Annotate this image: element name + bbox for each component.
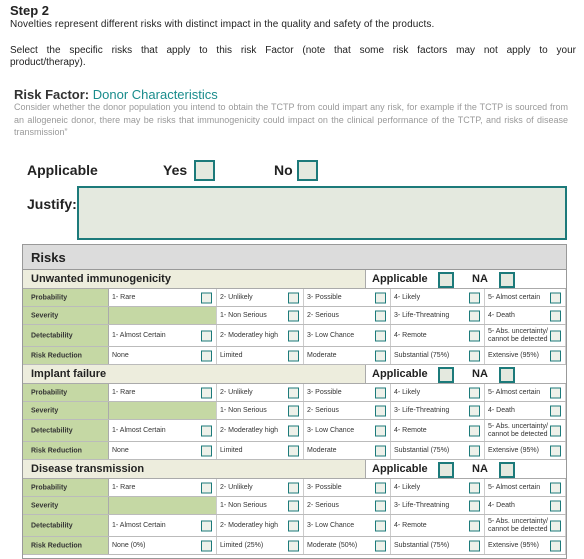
risk-option-cell	[304, 515, 391, 536]
risk-option-label: 1- Non Serious	[220, 311, 267, 319]
risk-option-checkbox[interactable]	[201, 387, 212, 398]
risk-option-checkbox[interactable]	[375, 387, 386, 398]
risk-option-cell	[217, 479, 304, 496]
section-na-label: NA	[472, 463, 488, 475]
risk-option-cell	[391, 402, 485, 419]
risk-option-checkbox[interactable]	[201, 425, 212, 436]
risk-option-checkbox[interactable]	[201, 540, 212, 551]
risk-option-label: 2- Moderatley high	[220, 521, 278, 529]
risk-option-checkbox[interactable]	[550, 405, 561, 416]
justify-label: Justify:	[27, 196, 77, 212]
risk-section-options	[366, 365, 566, 384]
risk-option-cell	[485, 497, 566, 514]
risk-row-label: Probability	[31, 389, 68, 396]
risk-row-label: Detectability	[31, 522, 73, 529]
risk-option-checkbox[interactable]	[550, 310, 561, 321]
risk-row	[23, 515, 566, 537]
risk-option-label: 4- Likely	[394, 388, 421, 396]
section-applicable-label: Applicable	[372, 273, 428, 285]
risk-option-label: 3- Low Chance	[307, 521, 355, 529]
risk-option-cell	[304, 402, 391, 419]
risk-section-title-cell	[23, 270, 366, 289]
risk-option-cell	[109, 347, 217, 364]
risk-option-cell	[304, 420, 391, 441]
risk-option-checkbox[interactable]	[550, 482, 561, 493]
risk-section-header	[23, 270, 566, 289]
risk-option-checkbox[interactable]	[550, 445, 561, 456]
risk-option-checkbox[interactable]	[550, 500, 561, 511]
risk-option-cell	[109, 479, 217, 496]
risk-row-label: Risk Reduction	[31, 352, 82, 359]
section-na-label: NA	[472, 368, 488, 380]
risk-option-label: 3- Possible	[307, 293, 342, 301]
risk-option-label: 2- Serious	[307, 311, 339, 319]
risk-option-checkbox[interactable]	[375, 292, 386, 303]
risk-option-label: 2- Unlikely	[220, 388, 253, 396]
risk-option-cell	[109, 497, 217, 514]
risk-option-label: 5- Abs. uncertainty/ cannot be detected	[488, 422, 548, 438]
risk-section-header	[23, 365, 566, 384]
step-instruction-line2: product/therapy).	[10, 57, 86, 68]
risk-row	[23, 442, 566, 460]
risk-option-checkbox[interactable]	[201, 350, 212, 361]
risk-option-checkbox[interactable]	[288, 540, 299, 551]
risk-section-header	[23, 460, 566, 479]
risk-option-cell	[485, 420, 566, 441]
risk-option-label: 4- Remote	[394, 426, 427, 434]
risk-option-cell	[391, 479, 485, 496]
risk-row-label: Detectability	[31, 332, 73, 339]
risk-option-label: Limited	[220, 351, 243, 359]
risk-option-label: Extensive (95%)	[488, 351, 539, 359]
risk-section-title: Disease transmission	[31, 463, 145, 475]
risk-option-cell	[391, 442, 485, 459]
section-applicable-label: Applicable	[372, 463, 428, 475]
risk-option-checkbox[interactable]	[375, 330, 386, 341]
risk-option-cell	[485, 537, 566, 554]
risk-option-checkbox[interactable]	[201, 445, 212, 456]
risk-option-checkbox[interactable]	[288, 445, 299, 456]
risk-option-label: 5- Abs. uncertainty/ cannot be detected	[488, 517, 548, 533]
risk-option-cell	[391, 497, 485, 514]
risk-section-title: Implant failure	[31, 368, 107, 380]
risk-option-cell	[217, 384, 304, 401]
yes-checkbox[interactable]	[194, 160, 215, 181]
risk-option-label: Extensive (95%)	[488, 446, 539, 454]
risk-section-options	[366, 460, 566, 479]
risk-option-cell	[109, 402, 217, 419]
risk-option-checkbox[interactable]	[375, 350, 386, 361]
risk-option-cell	[109, 515, 217, 536]
risk-option-cell	[217, 420, 304, 441]
section-na-checkbox[interactable]	[499, 367, 515, 383]
risk-option-cell	[109, 384, 217, 401]
step-intro: Novelties represent different risks with distinct impact in the quality and safety of the products.	[10, 19, 435, 30]
risk-section-title: Unwanted immunogenicity	[31, 273, 171, 285]
risk-option-checkbox[interactable]	[288, 500, 299, 511]
risk-row-label-cell	[23, 347, 109, 364]
risk-row	[23, 497, 566, 515]
risk-option-checkbox[interactable]	[469, 310, 480, 321]
risk-row	[23, 347, 566, 365]
risk-row	[23, 479, 566, 497]
risk-row	[23, 307, 566, 325]
risk-option-checkbox[interactable]	[375, 425, 386, 436]
section-na-checkbox[interactable]	[499, 462, 515, 478]
risk-option-cell	[485, 515, 566, 536]
risks-table	[22, 244, 567, 559]
risk-option-cell	[485, 384, 566, 401]
risk-option-cell	[217, 442, 304, 459]
risk-option-cell	[109, 442, 217, 459]
risk-option-checkbox[interactable]	[469, 425, 480, 436]
risk-factor-description: Consider whether the donor population you intend to obtain the TCTP from could impart any risk, for example if the TCTP is sourced from an allogeneic donor, there may be risks that immunogenicity could impact on the clinical performance of the TCTP, and risks of disease transmission”	[14, 102, 568, 137]
risk-option-cell	[391, 515, 485, 536]
risk-option-cell	[217, 325, 304, 346]
risk-option-label: 1- Non Serious	[220, 406, 267, 414]
risk-option-cell	[109, 325, 217, 346]
risk-option-checkbox[interactable]	[288, 350, 299, 361]
section-na-label: NA	[472, 273, 488, 285]
risk-section-title-cell	[23, 365, 366, 384]
risk-row	[23, 420, 566, 442]
risk-option-cell	[109, 420, 217, 441]
risk-option-label: 2- Serious	[307, 406, 339, 414]
risk-option-label: 2- Moderatley high	[220, 331, 278, 339]
risk-option-checkbox[interactable]	[469, 405, 480, 416]
risk-option-checkbox[interactable]	[550, 387, 561, 398]
risk-option-cell	[304, 289, 391, 306]
risk-option-checkbox[interactable]	[288, 520, 299, 531]
risk-factor-label: Risk Factor:	[14, 87, 90, 102]
risk-row	[23, 289, 566, 307]
risk-option-cell	[217, 497, 304, 514]
risk-option-label: Substantial (75%)	[394, 351, 450, 359]
risk-option-checkbox[interactable]	[469, 292, 480, 303]
step-instruction-line1: Select the specific risks that apply to this risk Factor (note that some risk factors may not apply to your	[10, 45, 576, 56]
risk-option-checkbox[interactable]	[375, 310, 386, 321]
risk-option-label: 3- Low Chance	[307, 331, 355, 339]
risk-option-checkbox[interactable]	[550, 520, 561, 531]
risk-option-checkbox[interactable]	[288, 330, 299, 341]
risk-option-checkbox[interactable]	[375, 540, 386, 551]
risk-option-checkbox[interactable]	[375, 445, 386, 456]
risk-option-cell	[391, 537, 485, 554]
risk-row-label-cell	[23, 537, 109, 554]
risk-option-label: 4- Death	[488, 406, 515, 414]
risks-header	[23, 245, 566, 270]
risk-row-label-cell	[23, 479, 109, 496]
risk-row-label-cell	[23, 442, 109, 459]
risk-option-label: Substantial (75%)	[394, 541, 450, 549]
section-applicable-checkbox[interactable]	[438, 272, 454, 288]
risk-row-label: Risk Reduction	[31, 542, 82, 549]
risk-option-checkbox[interactable]	[288, 482, 299, 493]
risk-option-checkbox[interactable]	[375, 405, 386, 416]
risk-option-label: 1- Rare	[112, 293, 136, 301]
risk-option-cell	[109, 537, 217, 554]
risk-option-cell	[109, 289, 217, 306]
risk-option-checkbox[interactable]	[201, 330, 212, 341]
risk-option-checkbox[interactable]	[375, 482, 386, 493]
risk-option-label: Limited	[220, 446, 243, 454]
risk-option-label: 2- Unlikely	[220, 293, 253, 301]
risk-option-label: Limited (25%)	[220, 541, 264, 549]
risk-option-checkbox[interactable]	[550, 425, 561, 436]
risk-option-label: Extensive (95%)	[488, 541, 539, 549]
risk-option-cell	[391, 347, 485, 364]
risk-option-label: 4- Likely	[394, 293, 421, 301]
justify-textarea[interactable]	[77, 186, 567, 240]
risk-option-label: Substantial (75%)	[394, 446, 450, 454]
risk-option-cell	[304, 347, 391, 364]
risk-option-cell	[304, 537, 391, 554]
risk-row-label: Severity	[31, 502, 59, 509]
applicable-label: Applicable	[27, 162, 98, 178]
risk-factor-name: Donor Characteristics	[92, 87, 218, 102]
risk-option-cell	[217, 515, 304, 536]
risk-option-cell	[109, 307, 217, 324]
yes-label: Yes	[163, 162, 188, 178]
risk-option-cell	[217, 402, 304, 419]
risk-option-cell	[304, 497, 391, 514]
risk-option-label: 4- Death	[488, 311, 515, 319]
risk-option-label: 5- Almost certain	[488, 388, 541, 396]
risk-option-label: None	[112, 351, 129, 359]
risk-option-cell	[485, 325, 566, 346]
risk-option-cell	[217, 307, 304, 324]
section-applicable-checkbox[interactable]	[438, 462, 454, 478]
risk-row-label-cell	[23, 325, 109, 346]
risk-option-label: 1- Rare	[112, 483, 136, 491]
risk-section-options	[366, 270, 566, 289]
risk-option-checkbox[interactable]	[469, 445, 480, 456]
risk-option-checkbox[interactable]	[375, 520, 386, 531]
risk-option-label: 5- Almost certain	[488, 293, 541, 301]
risk-option-cell	[485, 347, 566, 364]
risk-option-checkbox[interactable]	[550, 350, 561, 361]
risk-option-checkbox[interactable]	[469, 540, 480, 551]
risk-option-checkbox[interactable]	[550, 330, 561, 341]
risk-option-cell	[485, 307, 566, 324]
risk-option-cell	[304, 384, 391, 401]
risk-option-checkbox[interactable]	[201, 292, 212, 303]
risk-option-label: Moderate	[307, 351, 337, 359]
risk-option-cell	[304, 307, 391, 324]
risk-option-label: 1- Almost Certain	[112, 521, 166, 529]
risk-option-checkbox[interactable]	[288, 387, 299, 398]
risk-option-label: Moderate (50%)	[307, 541, 358, 549]
risk-option-label: 3- Life-Threatning	[394, 406, 450, 414]
risk-option-cell	[391, 307, 485, 324]
risk-option-label: None (0%)	[112, 541, 146, 549]
risk-option-label: None	[112, 446, 129, 454]
section-applicable-checkbox[interactable]	[438, 367, 454, 383]
risk-option-label: 3- Possible	[307, 483, 342, 491]
risk-option-label: 5- Abs. uncertainty/ cannot be detected	[488, 327, 548, 343]
risk-option-label: 5- Almost certain	[488, 483, 541, 491]
risk-option-label: 2- Unlikely	[220, 483, 253, 491]
risk-option-checkbox[interactable]	[288, 405, 299, 416]
risk-option-label: Moderate	[307, 446, 337, 454]
risk-option-cell	[217, 537, 304, 554]
risk-row-label: Detectability	[31, 427, 73, 434]
risk-option-cell	[391, 384, 485, 401]
no-checkbox[interactable]	[297, 160, 318, 181]
step-title: Step 2	[10, 3, 50, 18]
risk-option-label: 4- Likely	[394, 483, 421, 491]
risk-row-label: Probability	[31, 484, 68, 491]
risk-option-cell	[391, 325, 485, 346]
risk-option-label: 3- Life-Threatning	[394, 311, 450, 319]
risk-option-label: 1- Non Serious	[220, 501, 267, 509]
risk-option-checkbox[interactable]	[469, 482, 480, 493]
risk-option-checkbox[interactable]	[201, 482, 212, 493]
risk-option-cell	[304, 479, 391, 496]
risk-section-title-cell	[23, 460, 366, 479]
risk-option-checkbox[interactable]	[288, 425, 299, 436]
risk-option-cell	[485, 289, 566, 306]
risk-row-label-cell	[23, 384, 109, 401]
section-na-checkbox[interactable]	[499, 272, 515, 288]
risk-option-checkbox[interactable]	[550, 540, 561, 551]
risk-option-checkbox[interactable]	[550, 292, 561, 303]
risk-option-checkbox[interactable]	[469, 330, 480, 341]
risk-option-label: 3- Possible	[307, 388, 342, 396]
risk-row-label: Severity	[31, 312, 59, 319]
risk-option-checkbox[interactable]	[469, 520, 480, 531]
risk-option-cell	[391, 420, 485, 441]
risk-option-label: 2- Serious	[307, 501, 339, 509]
risk-option-label: 2- Moderatley high	[220, 426, 278, 434]
risk-row-label-cell	[23, 515, 109, 536]
risk-option-label: 1- Rare	[112, 388, 136, 396]
risk-row-label-cell	[23, 402, 109, 419]
risk-option-checkbox[interactable]	[375, 500, 386, 511]
risk-option-label: 3- Life-Threatning	[394, 501, 450, 509]
risk-option-label: 4- Remote	[394, 521, 427, 529]
risk-option-checkbox[interactable]	[288, 310, 299, 321]
risk-row-label: Probability	[31, 294, 68, 301]
risk-option-cell	[217, 289, 304, 306]
risk-option-label: 4- Remote	[394, 331, 427, 339]
risk-row-label-cell	[23, 289, 109, 306]
risk-option-label: 1- Almost Certain	[112, 331, 166, 339]
risk-option-label: 1- Almost Certain	[112, 426, 166, 434]
no-label: No	[274, 162, 293, 178]
risk-row	[23, 325, 566, 347]
section-applicable-label: Applicable	[372, 368, 428, 380]
risk-option-cell	[485, 442, 566, 459]
risk-option-checkbox[interactable]	[469, 387, 480, 398]
risk-row	[23, 402, 566, 420]
risk-option-cell	[304, 325, 391, 346]
risk-row-label: Risk Reduction	[31, 447, 82, 454]
risk-row	[23, 384, 566, 402]
risk-row-label-cell	[23, 420, 109, 441]
risk-option-checkbox[interactable]	[469, 350, 480, 361]
risk-row	[23, 537, 566, 555]
risk-factor-heading	[14, 87, 218, 102]
risk-row-label-cell	[23, 307, 109, 324]
risk-row-label-cell	[23, 497, 109, 514]
risk-option-checkbox[interactable]	[288, 292, 299, 303]
risk-option-label: 3- Low Chance	[307, 426, 355, 434]
risk-option-cell	[217, 347, 304, 364]
risk-option-checkbox[interactable]	[201, 520, 212, 531]
risk-option-label: 4- Death	[488, 501, 515, 509]
risk-option-cell	[485, 402, 566, 419]
risk-option-cell	[485, 479, 566, 496]
risk-option-checkbox[interactable]	[469, 500, 480, 511]
risk-row-label: Severity	[31, 407, 59, 414]
risk-option-cell	[391, 289, 485, 306]
risks-header-label: Risks	[31, 250, 66, 265]
risk-option-cell	[304, 442, 391, 459]
